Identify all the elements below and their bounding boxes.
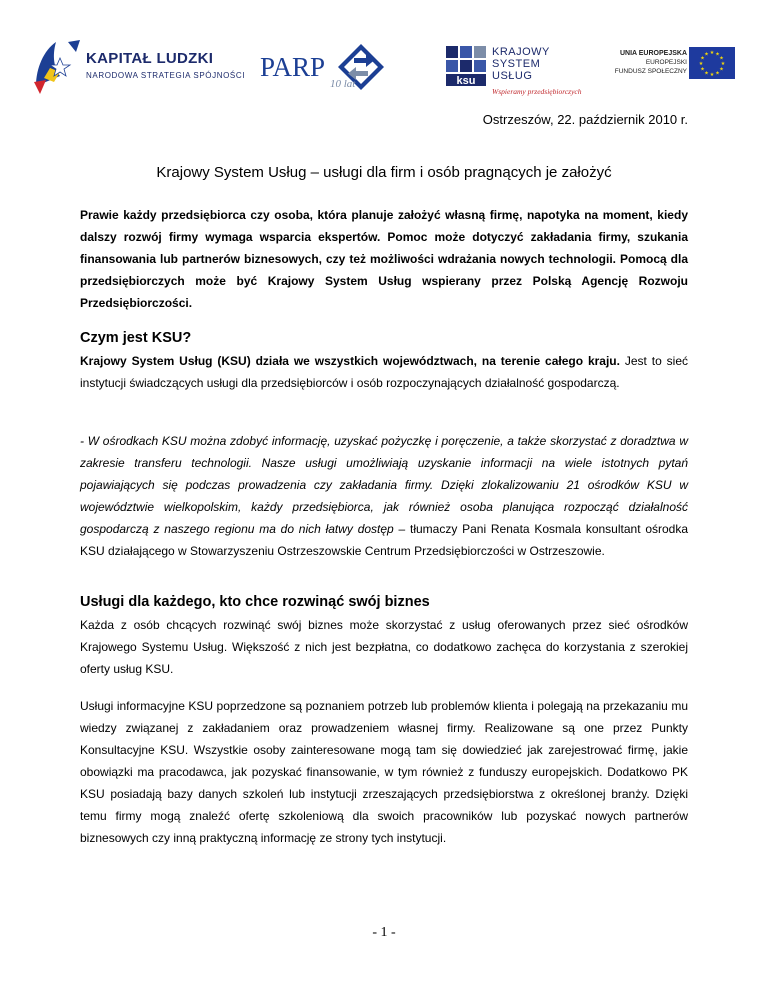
ksu-line-2: SYSTEM xyxy=(492,58,541,70)
parp-name: PARP xyxy=(260,52,326,82)
ksu-name xyxy=(492,46,550,82)
eu-line-3: FUNDUSZ SPOŁECZNY xyxy=(614,68,687,75)
kapital-ludzki-name: KAPITAŁ LUDZKI xyxy=(86,50,214,67)
section1-quote-italic: - W ośrodkach KSU można zdobyć informację, uzyskać pożyczkę i poręczenie, a także skorzystać z doradztwa w zakresie transferu technologii. Nasze usługi umożliwiają uzyskanie informacji na wiele istotnych pytań pojawiających się podczas prowadzenia czy zakładania firmy. Dzięki zlokalizowaniu 21 ośrodków KSU w województwie wielkopolskim, każdy przedsiębiorca, jak również osoba planująca rozpocząć działalność gospodarczą z naszego regionu ma do nich łatwy dostęp xyxy=(80,434,688,536)
section2-paragraph-1: Każda z osób chcących rozwinąć swój biznes może skorzystać z usług oferowanych przez sieć ośrodków Krajowego Systemu Usług. Większość z nich jest bezpłatna, co dodatkowo zachęca do korzystania z szerokiej oferty usług KSU. xyxy=(80,618,688,676)
section2-paragraph-2: Usługi informacyjne KSU poprzedzone są poznaniem potrzeb lub problemów klienta i polegają na przekazaniu mu wiedzy związanej z zakładaniem oraz prowadzeniem własnej firmy. Realizowane są one przez Punkty Konsultacyjne KSU. Wszystkie osoby zainteresowane mogą tam się dowiedzieć jak zarejestrować firmę, jakie obowiązki ma pracodawca, jak pozyskać finansowanie, w tym również z funduszy europejskich. Dodatkowo PK KSU posiadają bazy danych szkoleń lub instytucji zrzeszających przedsiębiorstwa z określonej branży. Dzięki temu firmy mogą znaleźć ofertę szkoleniową dla swoich pracowników lub pozyskać nowych partnerów biznesowych czy inną praktyczną informację ze strony tych instytucji. xyxy=(80,699,688,845)
parp-logo xyxy=(258,40,388,100)
svg-text:★: ★ xyxy=(715,70,720,77)
svg-text:★: ★ xyxy=(698,61,704,67)
section1-quote-attribution: – tłumaczy Pani Renata Kosmala konsultant ośrodka KSU działającego w Stowarzyszeniu Ostrzeszowskie Centrum Przedsiębiorczości w Ostrzeszowie. xyxy=(80,522,689,558)
eu-line-2: EUROPEJSKI xyxy=(645,59,687,66)
lead-paragraph: Prawie każdy przedsiębiorca czy osoba, która planuje założyć własną firmę, napotyka na moment, kiedy dalszy rozwój firmy wymaga wsparcia ekspertów. Pomoc może dotyczyć zakładania firmy, szukania finansowania lub partnerów biznesowych, czy też możliwości wdrażania nowych technologii. Pomocą dla przedsiębiorczych może być Krajowy System Usług wspierany przez Polską Agencję Rozwoju Przedsiębiorczości. xyxy=(80,208,688,310)
svg-text:★: ★ xyxy=(715,51,720,58)
section-heading-ksu: Czym jest KSU? xyxy=(80,330,192,346)
svg-text:★: ★ xyxy=(700,55,705,62)
ksu-line-1: KRAJOWY xyxy=(492,46,550,58)
section-heading-services: Usługi dla każdego, kto chce rozwinąć swój biznes xyxy=(80,594,430,610)
eu-flag-icon xyxy=(689,47,735,79)
svg-text:★: ★ xyxy=(709,72,715,78)
header-logos xyxy=(0,0,768,110)
eu-text xyxy=(615,49,687,76)
page-number: - 1 - xyxy=(372,925,396,940)
eu-line-1: UNIA EUROPEJSKA xyxy=(619,50,687,57)
ksu-badge: ksu xyxy=(456,75,476,87)
kapital-ludzki-subtitle: NARODOWA STRATEGIA SPÓJNOŚCI xyxy=(86,71,246,80)
kapital-ludzki-logo xyxy=(30,38,246,98)
ksu-grid-icon xyxy=(444,44,488,88)
svg-text:★: ★ xyxy=(700,66,705,73)
svg-text:★: ★ xyxy=(704,70,709,77)
eu-logo xyxy=(585,47,735,87)
ksu-logo xyxy=(444,42,582,102)
section1-quote xyxy=(80,430,688,562)
kapital-ludzki-star-icon xyxy=(30,38,82,96)
section1-paragraph-1 xyxy=(80,350,688,394)
ksu-slogan: Wspieramy przedsiębiorczych xyxy=(492,87,582,96)
svg-text:★: ★ xyxy=(704,51,709,58)
svg-text:★: ★ xyxy=(709,50,715,56)
section1-paragraph-1-bold: Krajowy System Usług (KSU) działa we wszystkich województwach, na terenie całego kraju. xyxy=(80,354,620,368)
section1-paragraph-1-rest: Jest to sieć instytucji świadczących usługi dla przedsiębiorców i osób rozpoczynających działalność gospodarczą. xyxy=(80,354,689,390)
svg-text:★: ★ xyxy=(719,55,724,62)
parp-subtitle: 10 lat xyxy=(330,78,356,90)
document-title: Krajowy System Usług – usługi dla firm i osób pragnących je założyć xyxy=(156,164,612,181)
svg-text:★: ★ xyxy=(720,61,726,67)
svg-text:★: ★ xyxy=(719,66,724,73)
document-date: Ostrzeszów, 22. październik 2010 r. xyxy=(482,112,688,127)
ksu-line-3: USŁUG xyxy=(492,70,533,82)
